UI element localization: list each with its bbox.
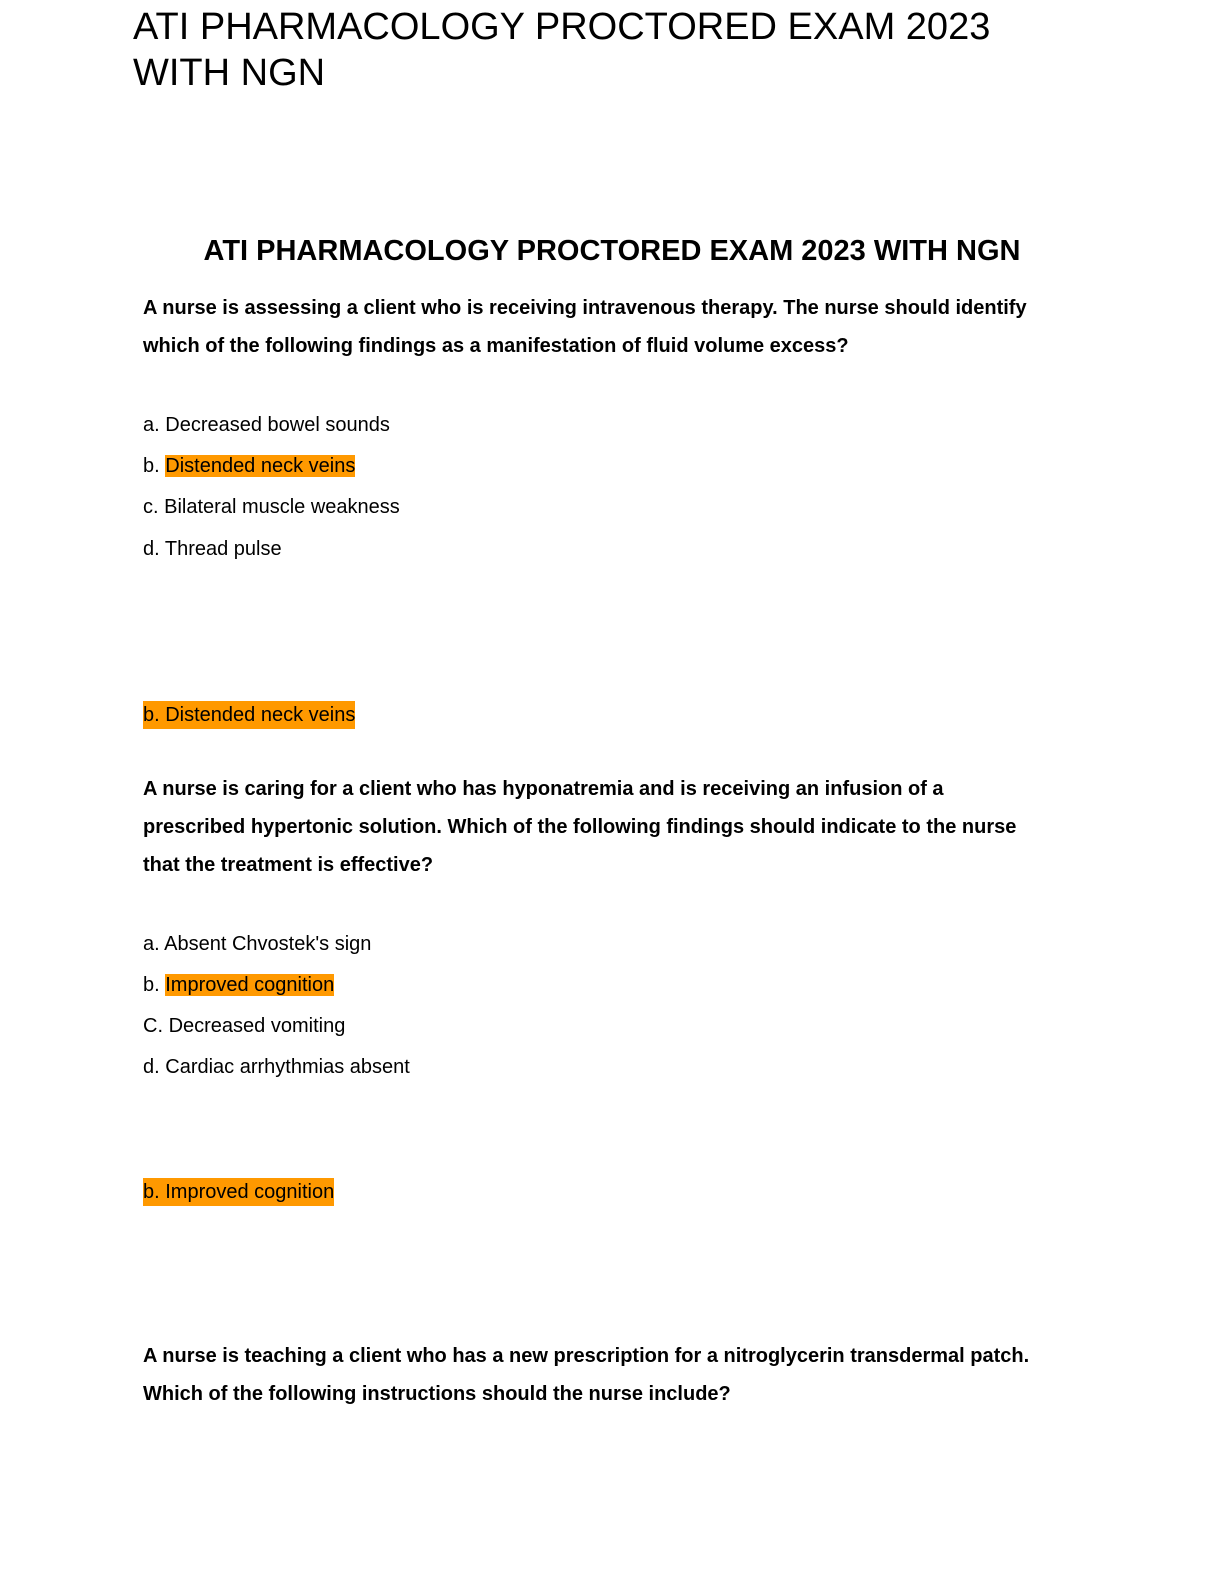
question-1-option-b: b. Distended neck veins: [143, 455, 356, 477]
question-1-option-a: a. Decreased bowel sounds: [143, 414, 390, 436]
question-2-option-a: a. Absent Chvostek's sign: [143, 933, 372, 955]
question-1-answer: b. Distended neck veins: [143, 701, 355, 729]
question-2-option-b: b. Improved cognition: [143, 974, 335, 996]
question-3-text: A nurse is teaching a client who has a new prescription for a nitroglycerin transdermal patch. Which of the following instructions should the nurse include?: [143, 1345, 1030, 1405]
question-1-text: A nurse is assessing a client who is receiving intravenous therapy. The nurse should identify which of the following findings as a manifestation of fluid volume excess?: [143, 297, 1027, 357]
question-1-option-c: c. Bilateral muscle weakness: [143, 496, 400, 518]
highlighted-correct-option: Distended neck veins: [165, 455, 356, 477]
question-1-option-d: d. Thread pulse: [143, 538, 282, 560]
question-2-text: A nurse is caring for a client who has hyponatremia and is receiving an infusion of a prescribed hypertonic solution. Which of the following findings should indicate to the nurse that the treatment is effective?: [143, 778, 1017, 876]
question-2-option-d: d. Cardiac arrhythmias absent: [143, 1056, 410, 1078]
question-2-answer: b. Improved cognition: [143, 1178, 334, 1206]
highlighted-correct-option: Improved cognition: [165, 974, 335, 996]
section-heading: ATI PHARMACOLOGY PROCTORED EXAM 2023 WITH NGN: [203, 235, 1021, 267]
question-2-option-c: C. Decreased vomiting: [143, 1015, 346, 1037]
document-title: ATI PHARMACOLOGY PROCTORED EXAM 2023 WITH NGN: [133, 6, 991, 94]
